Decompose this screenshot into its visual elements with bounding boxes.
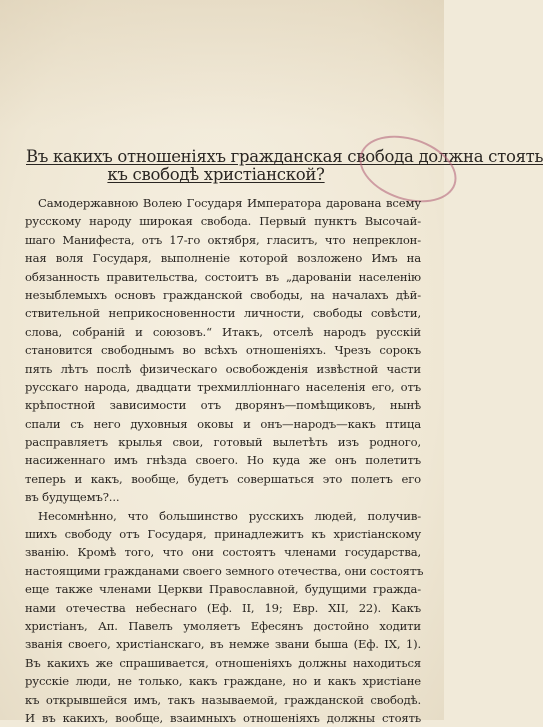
text-line: русскому народу широкая свобода. Первый пунктъ Высочай- [25,214,421,229]
text-line: незыблемыхъ основъ гражданской свободы, на началахъ дѣй- [25,287,421,302]
text-line: еще также членами Церкви Православной, будущими гражда- [25,582,421,597]
text-line: насиженнаго имъ гнѣзда своего. Но куда же онъ полетитъ [25,453,421,468]
text-line: пять лѣтъ послѣ физическаго освобожденія извѣстной части [25,361,421,376]
paragraph-1 [25,194,421,507]
text-line: русскіе люди, не только, какъ граждане, но и какъ христіане [25,674,421,689]
text-line: званію. Кромѣ того, что они состоятъ членами государства, [25,545,421,560]
text-line: становится свободнымъ во всѣхъ отношеніяхъ. Чрезъ сорокъ [25,343,421,358]
text-line: слова, собраній и союзовъ.“ Итакъ, отселѣ народъ русскій [25,324,421,339]
text-line: шихъ свободу отъ Государя, принадлежитъ къ христіанскому [25,527,421,542]
text-line: шаго Манифеста, отъ 17-го октября, гласитъ, что непреклон- [25,232,421,247]
page-stain [0,0,444,130]
text-line: Самодержавною Волею Государя Императора дарована всему [38,196,421,210]
text-line: Несомнѣнно, что большинство русскихъ людей, получив- [38,508,421,523]
text-line: обязанность правительства, состоитъ въ „дарованіи населенію [25,269,421,284]
text-line: нами отечества небеснаго (Еф. II, 19; Евр. XII, 22). Какъ [25,600,421,615]
text-line: теперь и какъ, вообще, будетъ совершаться это полетъ его [25,471,421,486]
text-line: расправляетъ крылья свои, готовый вылетѣть изъ родного, [25,435,421,450]
text-line: Въ какихъ же спрашивается, отношеніяхъ должны находиться [25,655,421,670]
text-line: спали съ него духовныя оковы и онъ—народъ—какъ птица [25,416,421,431]
text-line: ствительной неприкосновенности личности, свободы совѣсти, [25,306,421,321]
text-line: русскаго народа, двадцати трехмилліоннаго населенія его, отъ [25,379,421,394]
text-line: ная воля Государя, выполненіе которой возложено Имъ на [25,251,421,266]
text-line: И въ какихъ, вообще, взаимныхъ отношеніяхъ должны стоять [25,710,421,725]
text-line: настоящими гражданами своего земного отечества, они состоятъ [25,563,424,578]
text-line: званія своего, христіанскаго, въ немже звани быша (Еф. IX, 1). [25,637,421,652]
text-line: къ открывшейся имъ, такъ называемой, гражданской свободѣ. [25,692,421,707]
page-title-line-2: къ свободѣ христіанской? [107,165,325,184]
text-line: христіанъ, Ап. Павелъ умоляетъ Ефесянъ достойно ходити [25,618,421,633]
page-body [25,194,424,727]
text-line: крѣпостной зависимости отъ дворянъ—помѣщиковъ, нынѣ [25,398,421,413]
page-title-line-1: Въ какихъ отношеніяхъ гражданская свобода должна стоять [26,147,543,166]
paragraph-2 [25,507,424,727]
text-line: въ будущемъ?... [25,490,120,505]
